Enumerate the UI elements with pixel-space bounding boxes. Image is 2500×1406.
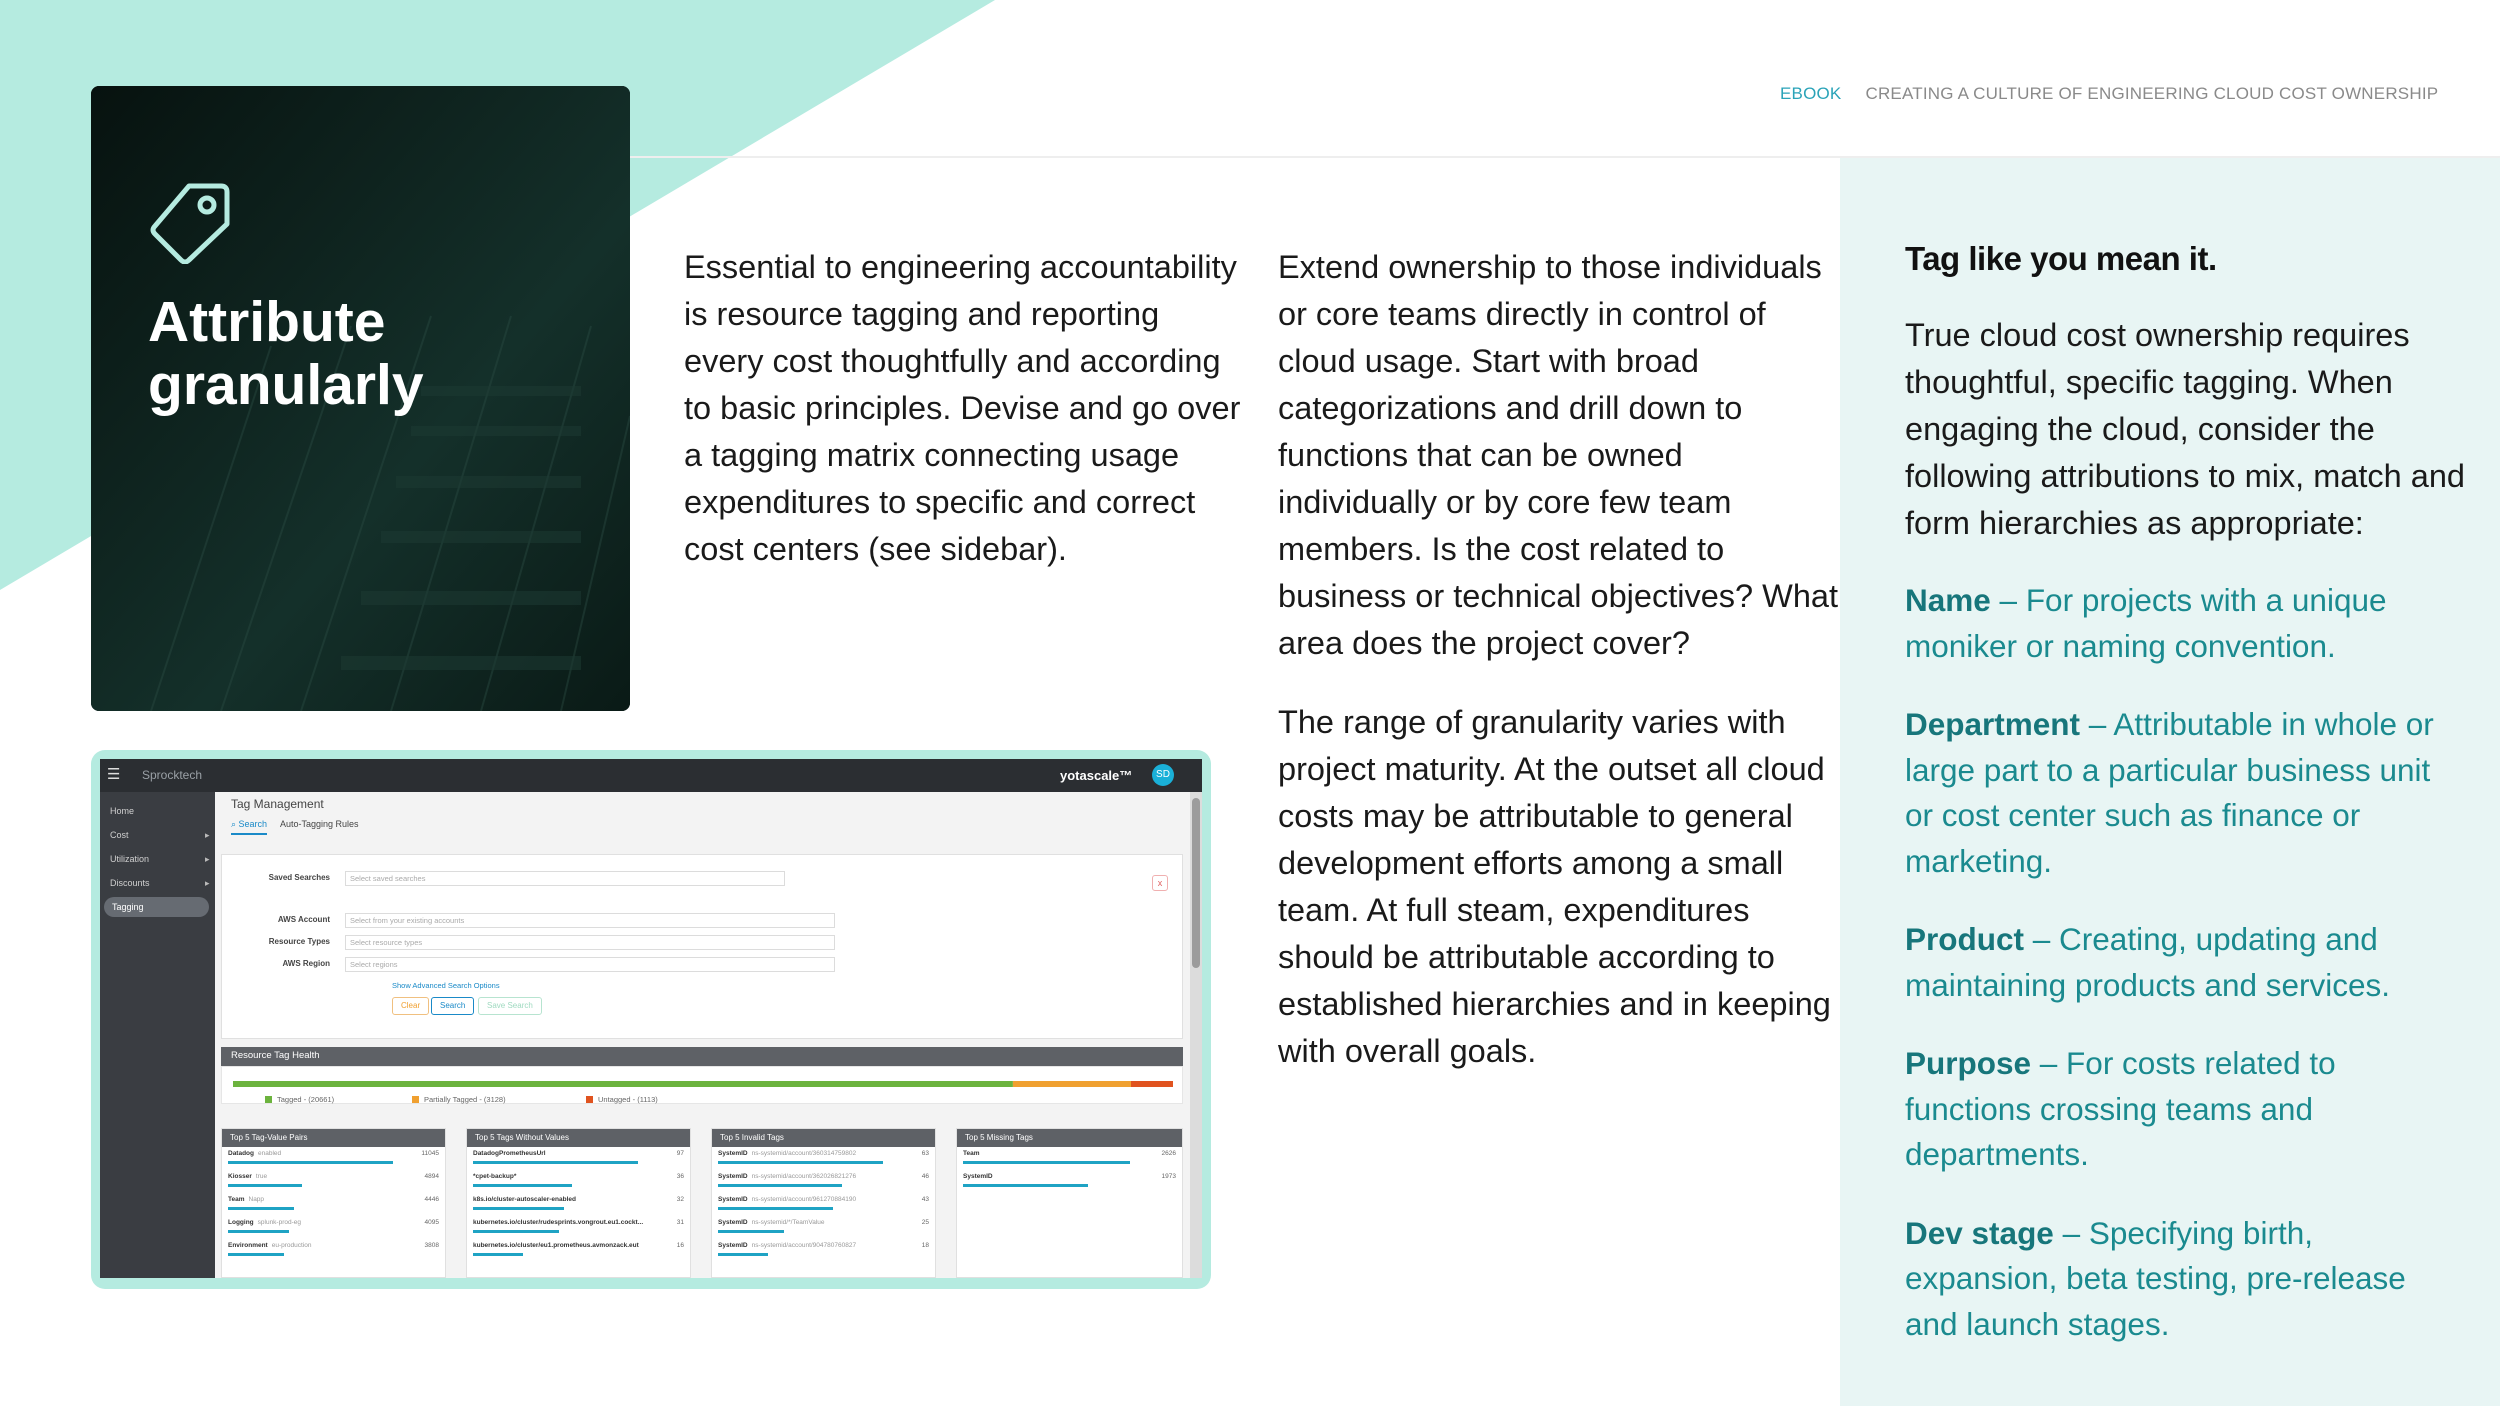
row-count: 43 — [921, 1196, 929, 1203]
field-label: Saved Searches — [268, 873, 330, 882]
row-value: eu-production — [271, 1242, 312, 1249]
aws-region-select[interactable]: Select regions — [345, 957, 835, 972]
card-row[interactable] — [712, 1239, 935, 1262]
card-row[interactable] — [222, 1147, 445, 1170]
row-key: SystemID — [718, 1196, 748, 1203]
attribute-term: Dev stage — [1905, 1214, 2054, 1251]
card-title: Top 5 Tag-Value Pairs — [222, 1129, 445, 1147]
nav-label: Cost — [110, 830, 129, 840]
org-name: Sprocktech — [142, 768, 203, 782]
row-value: true — [255, 1173, 268, 1180]
card-row[interactable] — [467, 1216, 690, 1239]
row-count: 36 — [676, 1173, 684, 1180]
row-key: SystemID — [718, 1173, 748, 1180]
caret-right-icon: ▸ — [205, 878, 210, 888]
row-bar — [228, 1161, 393, 1164]
card-row[interactable] — [712, 1193, 935, 1216]
row-key: k8s.io/cluster-autoscaler-enabled — [473, 1196, 576, 1203]
hero-title-line-1: Attribute — [148, 290, 386, 354]
body-column-1 — [684, 244, 1244, 605]
nav-item-utilization[interactable] — [110, 854, 210, 864]
row-value: splunk-prod-eg — [257, 1219, 301, 1226]
row-count: 63 — [921, 1150, 929, 1157]
app-topbar — [100, 759, 1202, 792]
body-column-2 — [1278, 244, 1838, 1107]
close-icon[interactable]: x — [1152, 875, 1168, 891]
tag-attribute-list — [1905, 578, 2465, 1380]
legend-untagged — [586, 1095, 658, 1104]
save-search-button[interactable]: Save Search — [478, 997, 542, 1015]
row-bar — [473, 1253, 523, 1256]
health-segment-untagged — [1131, 1081, 1173, 1087]
row-bar — [718, 1230, 784, 1233]
row-bar — [963, 1161, 1130, 1164]
running-header — [1780, 84, 2438, 104]
row-key: Team — [963, 1150, 980, 1157]
summary-card — [221, 1128, 446, 1278]
sidebar-intro: True cloud cost ownership requires thoughtful, specific tagging. When engaging the cloud, consider the following attributions to mix, match and form hierarchies as appropriate: — [1905, 317, 2465, 541]
document-title: CREATING A CULTURE OF ENGINEERING CLOUD COST OWNERSHIP — [1865, 84, 2439, 103]
user-avatar[interactable]: SD — [1152, 764, 1174, 786]
page-title: Tag Management — [231, 797, 324, 811]
attribute-description: – Attributable in whole or large part to a particular business unit or cost center such as finance or marketing. — [1905, 706, 2434, 879]
search-button[interactable]: Search — [431, 997, 474, 1015]
row-bar — [963, 1184, 1088, 1187]
row-value: ns-systemid/account/904780760827 — [751, 1242, 857, 1249]
row-key: Team — [228, 1196, 245, 1203]
nav-item-cost[interactable] — [110, 830, 210, 840]
body-paragraph: The range of granularity varies with project maturity. At the outset all cloud costs may be attributable to general development efforts among a small team. At full steam, expenditures should be attributable according to established hierarchies and in keeping with overall goals. — [1278, 704, 1831, 1069]
row-bar — [718, 1207, 833, 1210]
attribute-description: – Specifying birth, expansion, beta testing, pre-release and launch stages. — [1905, 1214, 2406, 1342]
card-row[interactable] — [467, 1147, 690, 1170]
row-count: 11045 — [421, 1150, 439, 1157]
caret-right-icon: ▸ — [205, 830, 210, 840]
row-bar — [473, 1207, 564, 1210]
row-key: SystemID — [963, 1173, 993, 1180]
card-row[interactable] — [712, 1216, 935, 1239]
row-key: kubernetes.io/cluster/rudesprints.vongrout.eu1.cockt... — [473, 1219, 644, 1226]
row-value: ns-systemid/*/TeamValue — [751, 1219, 825, 1226]
row-count: 97 — [676, 1150, 684, 1157]
row-value: ns-systemid/account/360314759802 — [751, 1150, 857, 1157]
hero-title — [148, 291, 424, 417]
vertical-scrollbar[interactable] — [1190, 792, 1202, 1278]
app-left-nav — [100, 792, 215, 1278]
summary-card — [466, 1128, 691, 1278]
card-row[interactable] — [712, 1170, 935, 1193]
card-row[interactable] — [957, 1170, 1182, 1193]
row-value: ns-systemid/account/961270884190 — [751, 1196, 857, 1203]
row-count: 31 — [676, 1219, 684, 1226]
tag-attribute-item — [1905, 578, 2465, 669]
row-count: 4095 — [424, 1219, 439, 1226]
row-count: 25 — [921, 1219, 929, 1226]
legend-swatch — [586, 1096, 593, 1103]
price-tag-icon — [149, 174, 239, 264]
tag-management-screenshot — [100, 759, 1202, 1278]
card-row[interactable] — [222, 1170, 445, 1193]
tag-health-header: Resource Tag Health — [221, 1047, 1183, 1066]
row-bar — [473, 1184, 572, 1187]
row-bar — [718, 1161, 883, 1164]
row-bar — [228, 1207, 294, 1210]
row-key: Environment — [228, 1242, 268, 1249]
nav-item-tagging[interactable] — [104, 897, 209, 917]
row-bar — [718, 1253, 768, 1256]
field-label: AWS Account — [277, 915, 330, 924]
tab-label: Search — [238, 819, 268, 829]
row-bar — [228, 1253, 284, 1256]
row-bar — [473, 1161, 638, 1164]
nav-label: Utilization — [110, 854, 150, 864]
nav-item-home[interactable] — [110, 806, 134, 816]
row-key: SystemID — [718, 1219, 748, 1226]
legend-label: Tagged - (20661) — [277, 1095, 335, 1104]
body-paragraph: Extend ownership to those individuals or core teams directly in control of cloud usage. Start with broad categorizations and drill down to functions that can be owned individually or by core few team members. Is the cost related to business or technical objectives? What area does the project cover? — [1278, 249, 1839, 661]
card-row[interactable] — [222, 1216, 445, 1239]
tag-attribute-item — [1905, 1211, 2465, 1348]
row-key: kubernetes.io/cluster/eu1.prometheus.avmonzack.eut — [473, 1242, 639, 1249]
row-bar — [718, 1184, 842, 1187]
clear-button[interactable]: Clear — [392, 997, 429, 1015]
row-key: DatadogPrometheusUrl — [473, 1150, 546, 1157]
header-divider — [630, 156, 2500, 158]
search-icon: ⌕ — [231, 819, 239, 829]
hero-card — [91, 86, 630, 711]
advanced-search-link[interactable]: Show Advanced Search Options — [392, 981, 500, 990]
nav-label: Discounts — [110, 878, 150, 888]
nav-item-discounts[interactable] — [110, 878, 210, 888]
row-count: 2626 — [1161, 1150, 1176, 1157]
row-key: Logging — [228, 1219, 254, 1226]
tag-attribute-item — [1905, 702, 2465, 884]
row-bar — [228, 1230, 289, 1233]
sidebar-heading: Tag like you mean it. — [1905, 240, 2217, 277]
body-paragraph: Essential to engineering accountability is resource tagging and reporting every cost thoughtfully and according to basic principles. Devise and go over a tagging matrix connecting usage expenditures to specific and correct cost centers (see sidebar). — [684, 249, 1241, 567]
legend-swatch — [265, 1096, 272, 1103]
hero-title-line-2: granularly — [148, 353, 424, 417]
nav-label: Tagging — [112, 902, 144, 912]
brand-logo: yotascale™ — [1060, 768, 1133, 783]
scrollbar-thumb[interactable] — [1192, 798, 1200, 968]
field-label: AWS Region — [282, 959, 330, 968]
row-key: SystemID — [718, 1150, 748, 1157]
tag-attribute-item — [1905, 1041, 2465, 1178]
row-key: SystemID — [718, 1242, 748, 1249]
row-count: 18 — [921, 1242, 929, 1249]
caret-right-icon: ▸ — [205, 854, 210, 864]
card-title: Top 5 Missing Tags — [957, 1129, 1182, 1147]
health-segment-tagged — [233, 1081, 1013, 1087]
row-count: 3808 — [424, 1242, 439, 1249]
attribute-term: Product — [1905, 921, 2025, 957]
attribute-description: – For costs related to functions crossing teams and departments. — [1905, 1045, 2336, 1172]
row-key: *cpet-backup* — [473, 1173, 517, 1180]
summary-card — [711, 1128, 936, 1278]
hamburger-menu-icon[interactable]: ☰ — [107, 766, 121, 783]
tab-auto-tagging-rules[interactable]: Auto-Tagging Rules — [280, 819, 359, 829]
row-value: Napp — [248, 1196, 265, 1203]
attribute-description: – For projects with a unique moniker or naming convention. — [1905, 582, 2387, 664]
card-title: Top 5 Tags Without Values — [467, 1129, 690, 1147]
summary-card — [956, 1128, 1183, 1278]
card-row[interactable] — [467, 1170, 690, 1193]
attribute-description: – Creating, updating and maintaining products and services. — [1905, 921, 2391, 1003]
legend-partially-tagged — [412, 1095, 506, 1104]
row-key: Kiosser — [228, 1173, 252, 1180]
row-key: Datadog — [228, 1150, 254, 1157]
row-count: 16 — [676, 1242, 684, 1249]
attribute-term: Name — [1905, 582, 1991, 618]
row-count: 4894 — [424, 1173, 439, 1180]
nav-label: Home — [110, 806, 135, 816]
saved-searches-select[interactable]: Select saved searches — [345, 871, 785, 886]
card-row[interactable] — [712, 1147, 935, 1170]
tag-health-bar — [233, 1081, 1173, 1087]
health-segment-partial — [1013, 1081, 1131, 1087]
card-row[interactable] — [957, 1147, 1182, 1170]
card-row[interactable] — [467, 1239, 690, 1262]
aws-account-select[interactable]: Select from your existing accounts — [345, 913, 835, 928]
row-count: 46 — [921, 1173, 929, 1180]
section-label: EBOOK — [1780, 84, 1842, 103]
row-count: 4446 — [424, 1196, 439, 1203]
legend-tagged — [265, 1095, 334, 1104]
tab-search[interactable] — [231, 819, 267, 835]
card-row[interactable] — [222, 1193, 445, 1216]
legend-swatch — [412, 1096, 419, 1103]
card-row[interactable] — [222, 1239, 445, 1262]
row-value: enabled — [258, 1150, 282, 1157]
card-row[interactable] — [467, 1193, 690, 1216]
row-value: ns-systemid/account/362026821276 — [751, 1173, 857, 1180]
legend-label: Partially Tagged - (3128) — [424, 1095, 506, 1104]
attribute-term: Purpose — [1905, 1045, 2032, 1081]
row-count: 32 — [676, 1196, 684, 1203]
row-bar — [228, 1184, 302, 1187]
row-count: 1973 — [1161, 1173, 1176, 1180]
row-bar — [473, 1230, 559, 1233]
tag-attribute-item — [1905, 917, 2465, 1008]
field-label: Resource Types — [268, 937, 330, 946]
resource-types-select[interactable]: Select resource types — [345, 935, 835, 950]
attribute-term: Department — [1905, 706, 2081, 742]
legend-label: Untagged - (1113) — [598, 1095, 658, 1104]
card-title: Top 5 Invalid Tags — [712, 1129, 935, 1147]
